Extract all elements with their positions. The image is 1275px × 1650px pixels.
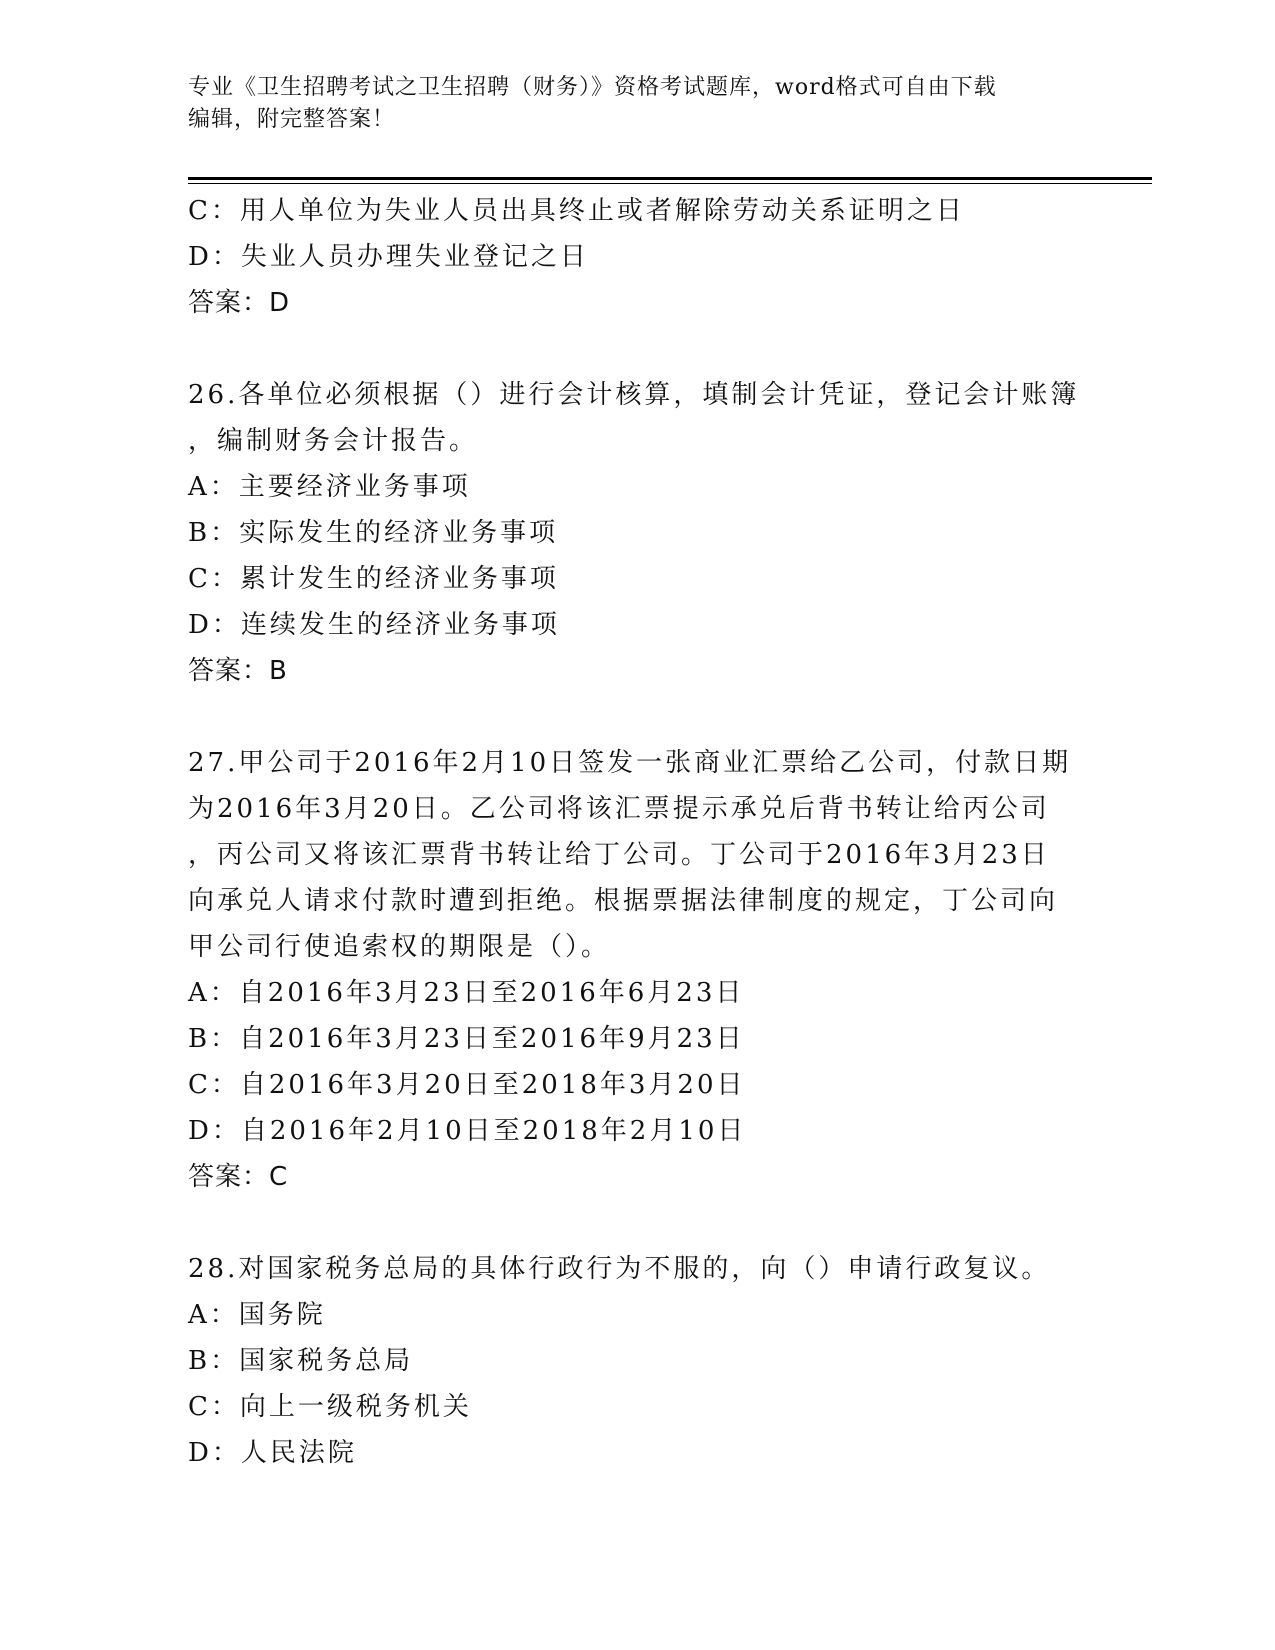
question-28	[188, 1246, 1088, 1476]
header-rule-thin	[188, 183, 1152, 184]
option-d: D：自2016年2月10日至2018年2月10日	[188, 1116, 747, 1146]
document-body	[188, 188, 1088, 1476]
option-b: B：实际发生的经济业务事项	[188, 518, 559, 548]
option-c: C：用人单位为失业人员出具终止或者解除劳动关系证明之日	[188, 196, 965, 226]
question-27	[188, 740, 1088, 1200]
option-d: D：连续发生的经济业务事项	[188, 610, 560, 640]
answer: 答案：B	[188, 656, 288, 686]
option-d: D：失业人员办理失业登记之日	[188, 242, 589, 272]
option-c: C：累计发生的经济业务事项	[188, 564, 559, 594]
answer: 答案：D	[188, 288, 291, 318]
header-rule-thick	[188, 177, 1152, 180]
question-stem: 甲公司行使追索权的期限是（）。	[188, 932, 611, 962]
question-stem: 向承兑人请求付款时遭到拒绝。根据票据法律制度的规定，丁公司向	[188, 886, 1059, 916]
question-26	[188, 372, 1088, 694]
spacer	[188, 1200, 1088, 1246]
answer: 答案：C	[188, 1162, 289, 1192]
question-stem: 27.甲公司于2016年2月10日签发一张商业汇票给乙公司，付款日期	[188, 748, 1072, 778]
header-line-2: 编辑，附完整答案！	[188, 107, 396, 132]
option-c: C：自2016年3月20日至2018年3月20日	[188, 1070, 746, 1100]
spacer	[188, 326, 1088, 372]
option-a: A：自2016年3月23日至2016年6月23日	[188, 978, 745, 1008]
question-stem: 28.对国家税务总局的具体行政行为不服的，向（）申请行政复议。	[188, 1254, 1051, 1284]
option-b: B：自2016年3月23日至2016年9月23日	[188, 1024, 745, 1054]
question-stem: 26.各单位必须根据（）进行会计核算，填制会计凭证，登记会计账簿	[188, 380, 1080, 410]
question-stem: ，丙公司又将该汇票背书转让给丁公司。丁公司于2016年3月23日	[188, 840, 1050, 870]
option-b: B：国家税务总局	[188, 1346, 414, 1376]
option-d: D：人民法院	[188, 1438, 357, 1468]
document-header	[188, 72, 1088, 136]
option-c: C：向上一级税务机关	[188, 1392, 472, 1422]
question-stem: ，编制财务会计报告。	[188, 426, 479, 456]
question-stem: 为2016年3月20日。乙公司将该汇票提示承兑后背书转让给丙公司	[188, 794, 1050, 824]
option-a: A：主要经济业务事项	[188, 472, 471, 502]
spacer	[188, 694, 1088, 740]
header-line-1: 专业《卫生招聘考试之卫生招聘（财务）》资格考试题库，word格式可自由下载	[188, 75, 997, 100]
question-25	[188, 188, 1088, 326]
option-a: A：国务院	[188, 1300, 326, 1330]
